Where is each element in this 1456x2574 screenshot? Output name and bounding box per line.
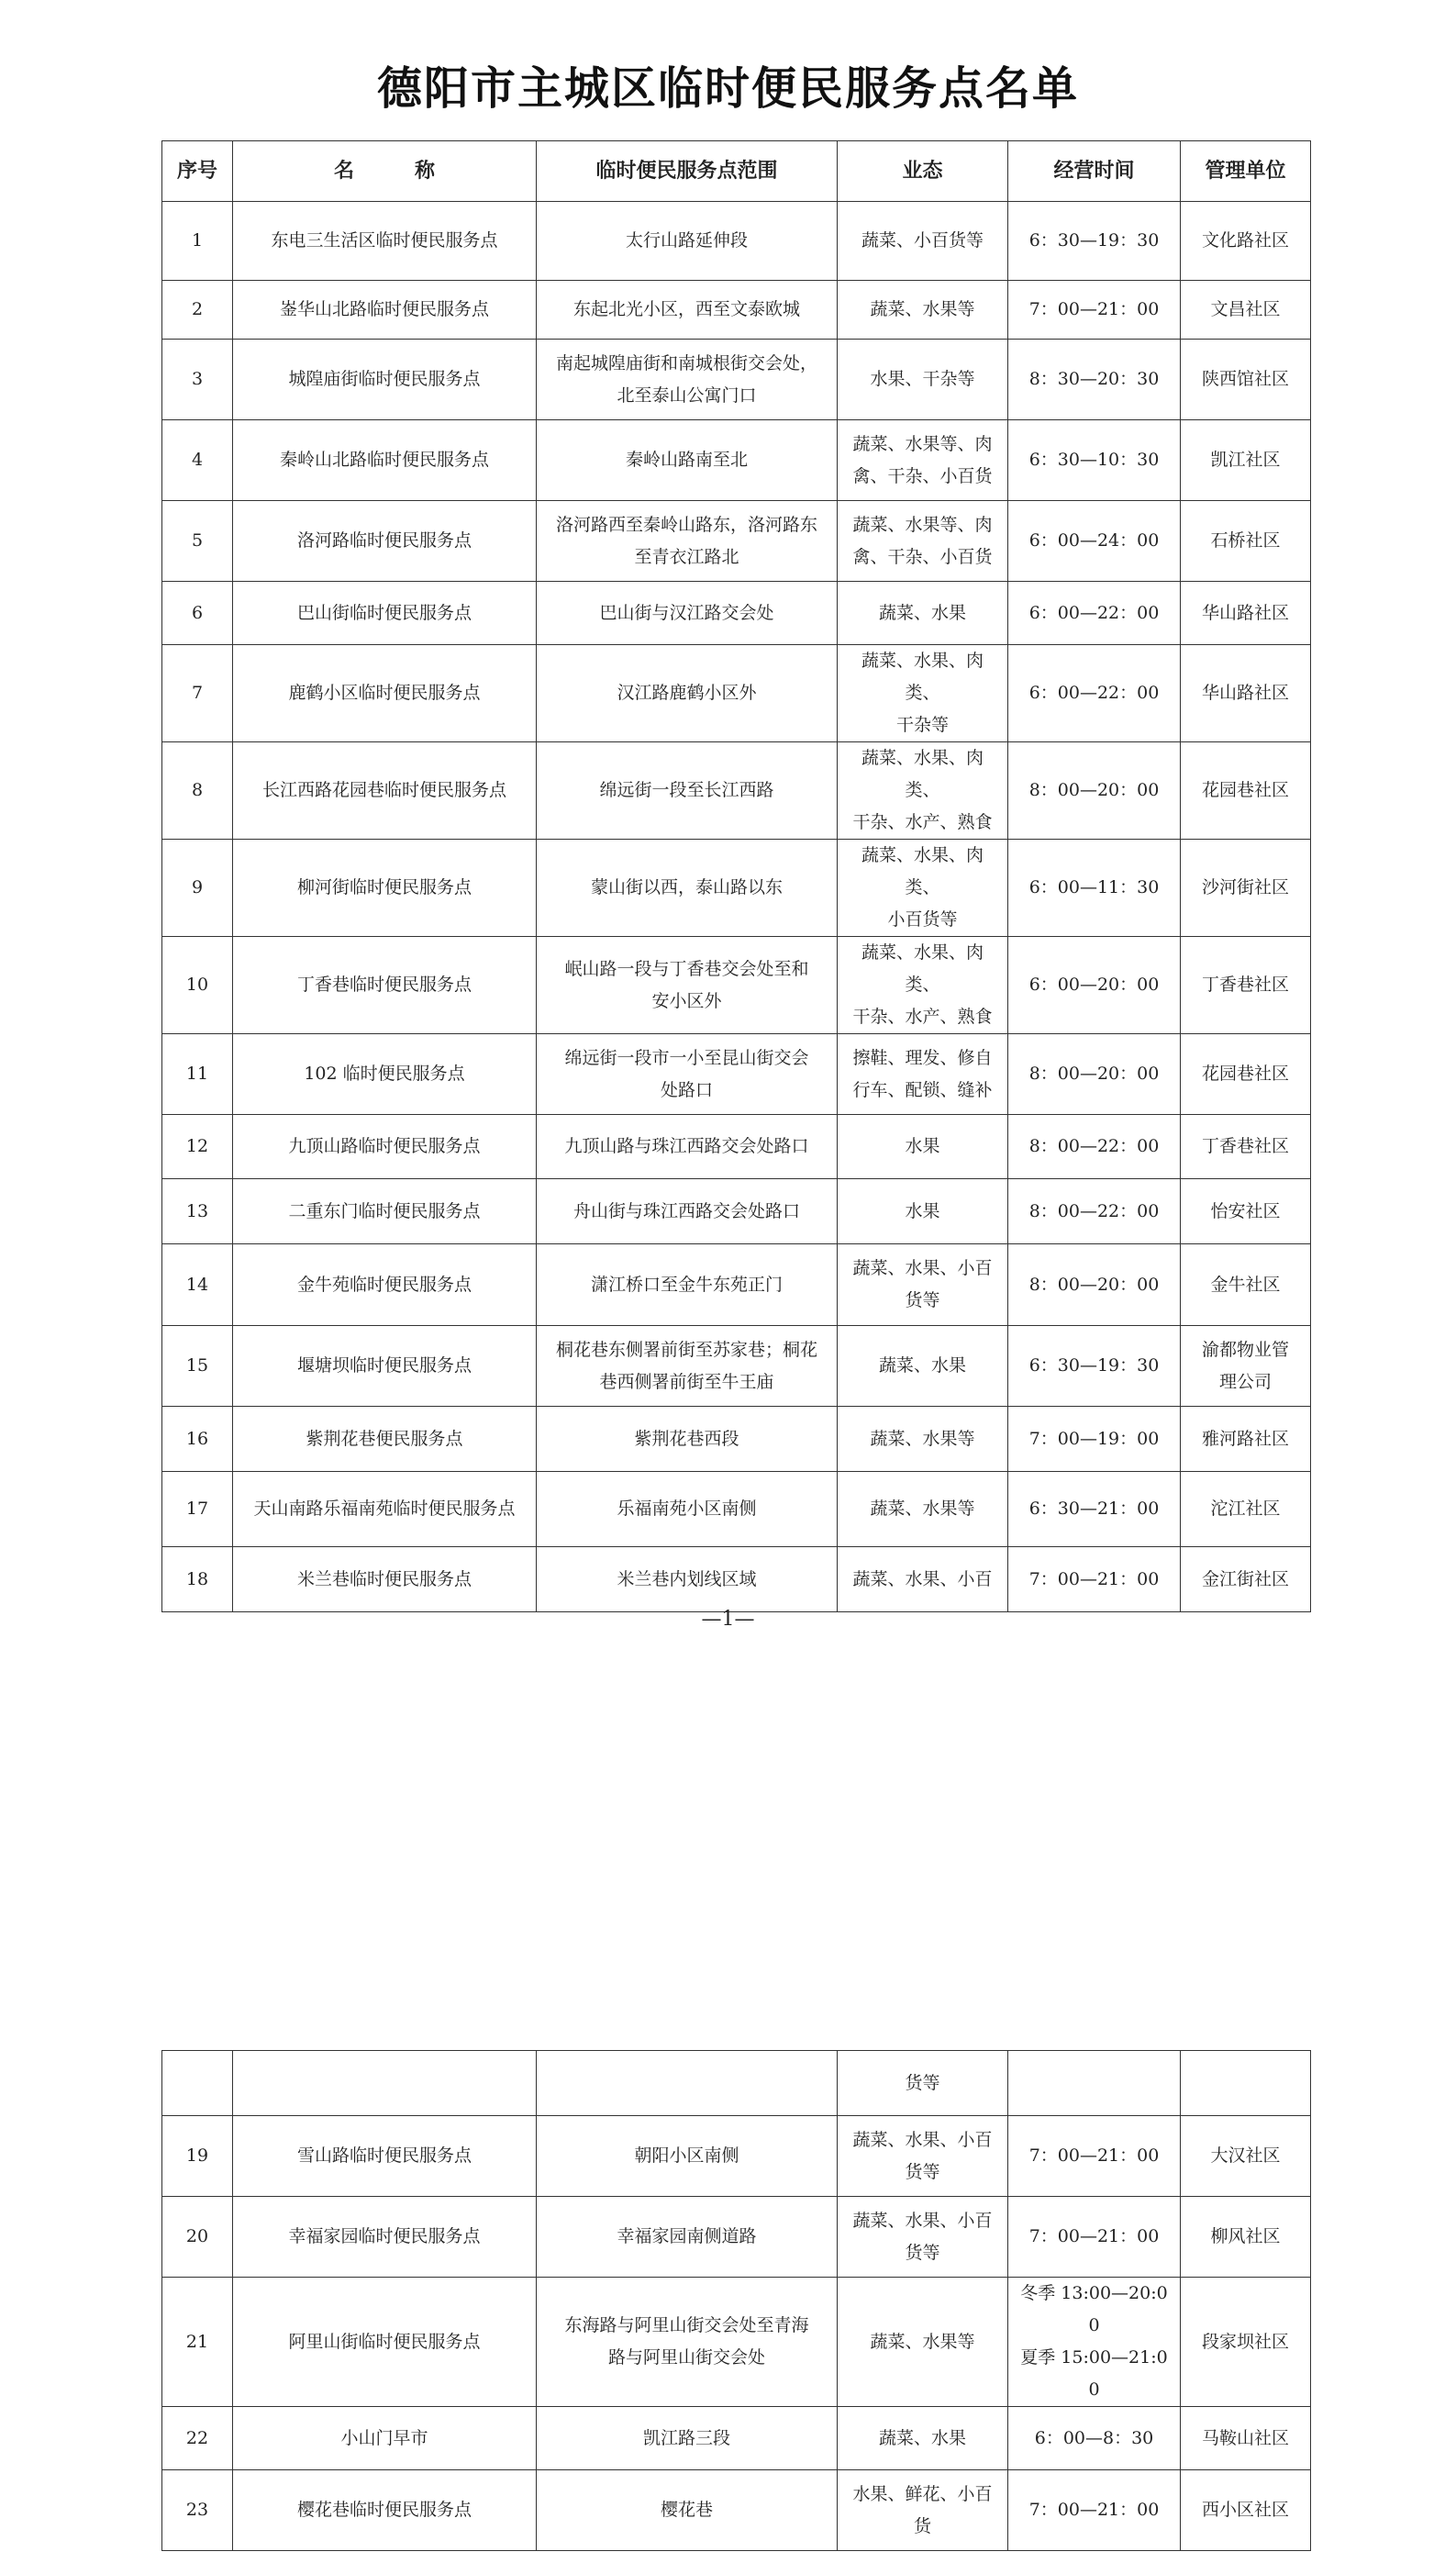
cell-type: 蔬菜、水果、小百 货等 (838, 1244, 1008, 1326)
table-row (162, 202, 1311, 281)
cell-name: 雪山路临时便民服务点 (233, 2116, 537, 2197)
cell-type: 擦鞋、理发、修自 行车、配锁、缝补 (838, 1034, 1008, 1115)
cell-range: 米兰巷内划线区域 (537, 1547, 838, 1612)
cell-type: 蔬菜、水果等 (838, 1407, 1008, 1472)
table-row (162, 420, 1311, 501)
table-row (162, 582, 1311, 645)
cell-range: 幸福家园南侧道路 (537, 2197, 838, 2278)
cell-unit: 段家坝社区 (1181, 2278, 1311, 2407)
cell-unit: 雅河路社区 (1181, 1407, 1311, 1472)
cell-range: 蒙山街以西，泰山路以东 (537, 840, 838, 937)
cell-unit (1181, 2051, 1311, 2116)
cell-no: 3 (162, 340, 233, 420)
service-points-table-page-2 (161, 2050, 1311, 2551)
cell-range: 东起北光小区，西至文泰欧城 (537, 281, 838, 340)
cell-type: 蔬菜、水果、小百 (838, 1547, 1008, 1612)
cell-range: 洛河路西至秦岭山路东，洛河路东 至青衣江路北 (537, 501, 838, 582)
cell-hours: 7：00—21：00 (1008, 1547, 1181, 1612)
header-range: 临时便民服务点范围 (537, 141, 838, 202)
cell-unit: 渝都物业管 理公司 (1181, 1326, 1311, 1407)
table-row (162, 1244, 1311, 1326)
cell-type: 蔬菜、水果、肉类、 小百货等 (838, 840, 1008, 937)
table-row (162, 2116, 1311, 2197)
cell-hours: 6：00—22：00 (1008, 645, 1181, 742)
cell-no: 10 (162, 937, 233, 1034)
table-row (162, 1407, 1311, 1472)
cell-name: 城隍庙街临时便民服务点 (233, 340, 537, 420)
cell-unit: 凯江社区 (1181, 420, 1311, 501)
cell-range: 南起城隍庙街和南城根街交会处， 北至泰山公寓门口 (537, 340, 838, 420)
cell-unit: 丁香巷社区 (1181, 937, 1311, 1034)
cell-hours: 7：00—21：00 (1008, 2470, 1181, 2551)
cell-range: 紫荆花巷西段 (537, 1407, 838, 1472)
cell-no: 17 (162, 1472, 233, 1547)
cell-type: 蔬菜、小百货等 (838, 202, 1008, 281)
cell-name: 樱花巷临时便民服务点 (233, 2470, 537, 2551)
cell-unit: 马鞍山社区 (1181, 2407, 1311, 2470)
cell-no: 23 (162, 2470, 233, 2551)
cell-range: 凯江路三段 (537, 2407, 838, 2470)
cell-type: 蔬菜、水果、小百 货等 (838, 2116, 1008, 2197)
table-row (162, 1326, 1311, 1407)
cell-no: 9 (162, 840, 233, 937)
table-row (162, 2278, 1311, 2407)
cell-no: 5 (162, 501, 233, 582)
table-row (162, 2051, 1311, 2116)
cell-name: 洛河路临时便民服务点 (233, 501, 537, 582)
cell-range: 汉江路鹿鹤小区外 (537, 645, 838, 742)
cell-name: 阿里山街临时便民服务点 (233, 2278, 537, 2407)
cell-no: 11 (162, 1034, 233, 1115)
cell-name: 长江西路花园巷临时便民服务点 (233, 742, 537, 840)
cell-hours: 冬季 13:00—20:00 夏季 15:00—21:00 (1008, 2278, 1181, 2407)
cell-name: 幸福家园临时便民服务点 (233, 2197, 537, 2278)
cell-range: 绵远街一段市一小至昆山街交会 处路口 (537, 1034, 838, 1115)
cell-type: 水果 (838, 1115, 1008, 1179)
cell-unit: 沱江社区 (1181, 1472, 1311, 1547)
cell-unit: 华山路社区 (1181, 645, 1311, 742)
cell-name: 丁香巷临时便民服务点 (233, 937, 537, 1034)
cell-name: 柳河街临时便民服务点 (233, 840, 537, 937)
cell-type: 蔬菜、水果、肉类、 干杂等 (838, 645, 1008, 742)
cell-unit: 怡安社区 (1181, 1179, 1311, 1244)
cell-range: 桐花巷东侧署前街至苏家巷；桐花 巷西侧署前街至牛王庙 (537, 1326, 838, 1407)
table-row (162, 501, 1311, 582)
cell-type: 水果、干杂等 (838, 340, 1008, 420)
cell-type: 蔬菜、水果 (838, 582, 1008, 645)
table-row (162, 1472, 1311, 1547)
header-hours: 经营时间 (1008, 141, 1181, 202)
cell-type: 蔬菜、水果、肉类、 干杂、水产、熟食 (838, 742, 1008, 840)
cell-name: 紫荆花巷便民服务点 (233, 1407, 537, 1472)
cell-hours: 7：00—19：00 (1008, 1407, 1181, 1472)
header-name: 名 称 (233, 141, 537, 202)
cell-hours: 6：30—19：30 (1008, 202, 1181, 281)
cell-name: 天山南路乐福南苑临时便民服务点 (233, 1472, 537, 1547)
cell-no: 4 (162, 420, 233, 501)
cell-name: 小山门早市 (233, 2407, 537, 2470)
table-row (162, 1547, 1311, 1612)
cell-unit: 丁香巷社区 (1181, 1115, 1311, 1179)
cell-unit: 华山路社区 (1181, 582, 1311, 645)
cell-name: 巴山街临时便民服务点 (233, 582, 537, 645)
cell-unit: 沙河街社区 (1181, 840, 1311, 937)
cell-hours: 8：00—20：00 (1008, 1034, 1181, 1115)
cell-range: 巴山街与汉江路交会处 (537, 582, 838, 645)
header-unit: 管理单位 (1181, 141, 1311, 202)
cell-hours: 6：00—11：30 (1008, 840, 1181, 937)
cell-type: 蔬菜、水果等、肉 禽、干杂、小百货 (838, 501, 1008, 582)
table-row (162, 2197, 1311, 2278)
cell-range: 舟山街与珠江西路交会处路口 (537, 1179, 838, 1244)
cell-no: 2 (162, 281, 233, 340)
cell-name: 九顶山路临时便民服务点 (233, 1115, 537, 1179)
cell-hours: 6：30—10：30 (1008, 420, 1181, 501)
page-number: —1— (701, 1608, 755, 1631)
table-row (162, 2407, 1311, 2470)
cell-unit: 陕西馆社区 (1181, 340, 1311, 420)
table-row (162, 1115, 1311, 1179)
table-header-row (162, 141, 1311, 202)
cell-unit: 文昌社区 (1181, 281, 1311, 340)
cell-no: 12 (162, 1115, 233, 1179)
cell-unit: 金牛社区 (1181, 1244, 1311, 1326)
cell-range: 朝阳小区南侧 (537, 2116, 838, 2197)
cell-type: 蔬菜、水果 (838, 2407, 1008, 2470)
table-row (162, 1034, 1311, 1115)
table-row (162, 937, 1311, 1034)
cell-hours: 8：00—20：00 (1008, 1244, 1181, 1326)
cell-type: 蔬菜、水果等、肉 禽、干杂、小百货 (838, 420, 1008, 501)
cell-name: 102 临时便民服务点 (233, 1034, 537, 1115)
cell-hours: 6：00—24：00 (1008, 501, 1181, 582)
cell-type: 蔬菜、水果 (838, 1326, 1008, 1407)
cell-range: 潇江桥口至金牛东苑正门 (537, 1244, 838, 1326)
cell-no: 18 (162, 1547, 233, 1612)
cell-no: 15 (162, 1326, 233, 1407)
cell-range: 绵远街一段至长江西路 (537, 742, 838, 840)
cell-type: 蔬菜、水果、肉类、 干杂、水产、熟食 (838, 937, 1008, 1034)
cell-hours: 7：00—21：00 (1008, 2116, 1181, 2197)
cell-unit: 花园巷社区 (1181, 1034, 1311, 1115)
cell-name: 米兰巷临时便民服务点 (233, 1547, 537, 1612)
cell-unit: 石桥社区 (1181, 501, 1311, 582)
table-row (162, 2470, 1311, 2551)
cell-hours: 6：30—21：00 (1008, 1472, 1181, 1547)
cell-range: 太行山路延伸段 (537, 202, 838, 281)
cell-hours: 6：00—22：00 (1008, 582, 1181, 645)
cell-range: 九顶山路与珠江西路交会处路口 (537, 1115, 838, 1179)
cell-type: 货等 (838, 2051, 1008, 2116)
cell-hours: 8：00—22：00 (1008, 1179, 1181, 1244)
cell-hours: 8：00—20：00 (1008, 742, 1181, 840)
cell-hours: 6：30—19：30 (1008, 1326, 1181, 1407)
cell-unit: 大汉社区 (1181, 2116, 1311, 2197)
cell-hours: 6：00—8：30 (1008, 2407, 1181, 2470)
cell-no: 22 (162, 2407, 233, 2470)
cell-type: 蔬菜、水果等 (838, 1472, 1008, 1547)
cell-hours (1008, 2051, 1181, 2116)
cell-no: 19 (162, 2116, 233, 2197)
cell-hours: 7：00—21：00 (1008, 2197, 1181, 2278)
header-type: 业态 (838, 141, 1008, 202)
document-title: 德阳市主城区临时便民服务点名单 (376, 61, 1079, 115)
service-points-table-page-1 (161, 140, 1311, 1612)
cell-hours: 7：00—21：00 (1008, 281, 1181, 340)
cell-no: 1 (162, 202, 233, 281)
cell-no: 6 (162, 582, 233, 645)
cell-hours: 8：00—22：00 (1008, 1115, 1181, 1179)
cell-name: 鹿鹤小区临时便民服务点 (233, 645, 537, 742)
cell-no: 21 (162, 2278, 233, 2407)
cell-no: 14 (162, 1244, 233, 1326)
cell-no: 7 (162, 645, 233, 742)
table-row (162, 340, 1311, 420)
cell-name: 堰塘坝临时便民服务点 (233, 1326, 537, 1407)
cell-hours: 8：30—20：30 (1008, 340, 1181, 420)
cell-name: 崟华山北路临时便民服务点 (233, 281, 537, 340)
cell-unit: 花园巷社区 (1181, 742, 1311, 840)
cell-type: 蔬菜、水果、小百 货等 (838, 2197, 1008, 2278)
cell-range (537, 2051, 838, 2116)
cell-no: 13 (162, 1179, 233, 1244)
cell-name: 金牛苑临时便民服务点 (233, 1244, 537, 1326)
header-no: 序号 (162, 141, 233, 202)
cell-no: 16 (162, 1407, 233, 1472)
cell-name (233, 2051, 537, 2116)
table-row (162, 840, 1311, 937)
cell-no: 8 (162, 742, 233, 840)
cell-name: 秦岭山北路临时便民服务点 (233, 420, 537, 501)
cell-name: 二重东门临时便民服务点 (233, 1179, 537, 1244)
cell-unit: 西小区社区 (1181, 2470, 1311, 2551)
cell-type: 水果 (838, 1179, 1008, 1244)
cell-range: 乐福南苑小区南侧 (537, 1472, 838, 1547)
cell-range: 东海路与阿里山街交会处至青海 路与阿里山街交会处 (537, 2278, 838, 2407)
cell-range: 樱花巷 (537, 2470, 838, 2551)
cell-type: 蔬菜、水果等 (838, 2278, 1008, 2407)
table-row (162, 742, 1311, 840)
table-row (162, 1179, 1311, 1244)
cell-unit: 金江街社区 (1181, 1547, 1311, 1612)
cell-range: 秦岭山路南至北 (537, 420, 838, 501)
cell-hours: 6：00—20：00 (1008, 937, 1181, 1034)
cell-type: 水果、鲜花、小百 货 (838, 2470, 1008, 2551)
cell-name: 东电三生活区临时便民服务点 (233, 202, 537, 281)
cell-type: 蔬菜、水果等 (838, 281, 1008, 340)
cell-no (162, 2051, 233, 2116)
table-row (162, 281, 1311, 340)
table-row (162, 645, 1311, 742)
cell-no: 20 (162, 2197, 233, 2278)
cell-unit: 文化路社区 (1181, 202, 1311, 281)
cell-range: 岷山路一段与丁香巷交会处至和 安小区外 (537, 937, 838, 1034)
cell-unit: 柳风社区 (1181, 2197, 1311, 2278)
